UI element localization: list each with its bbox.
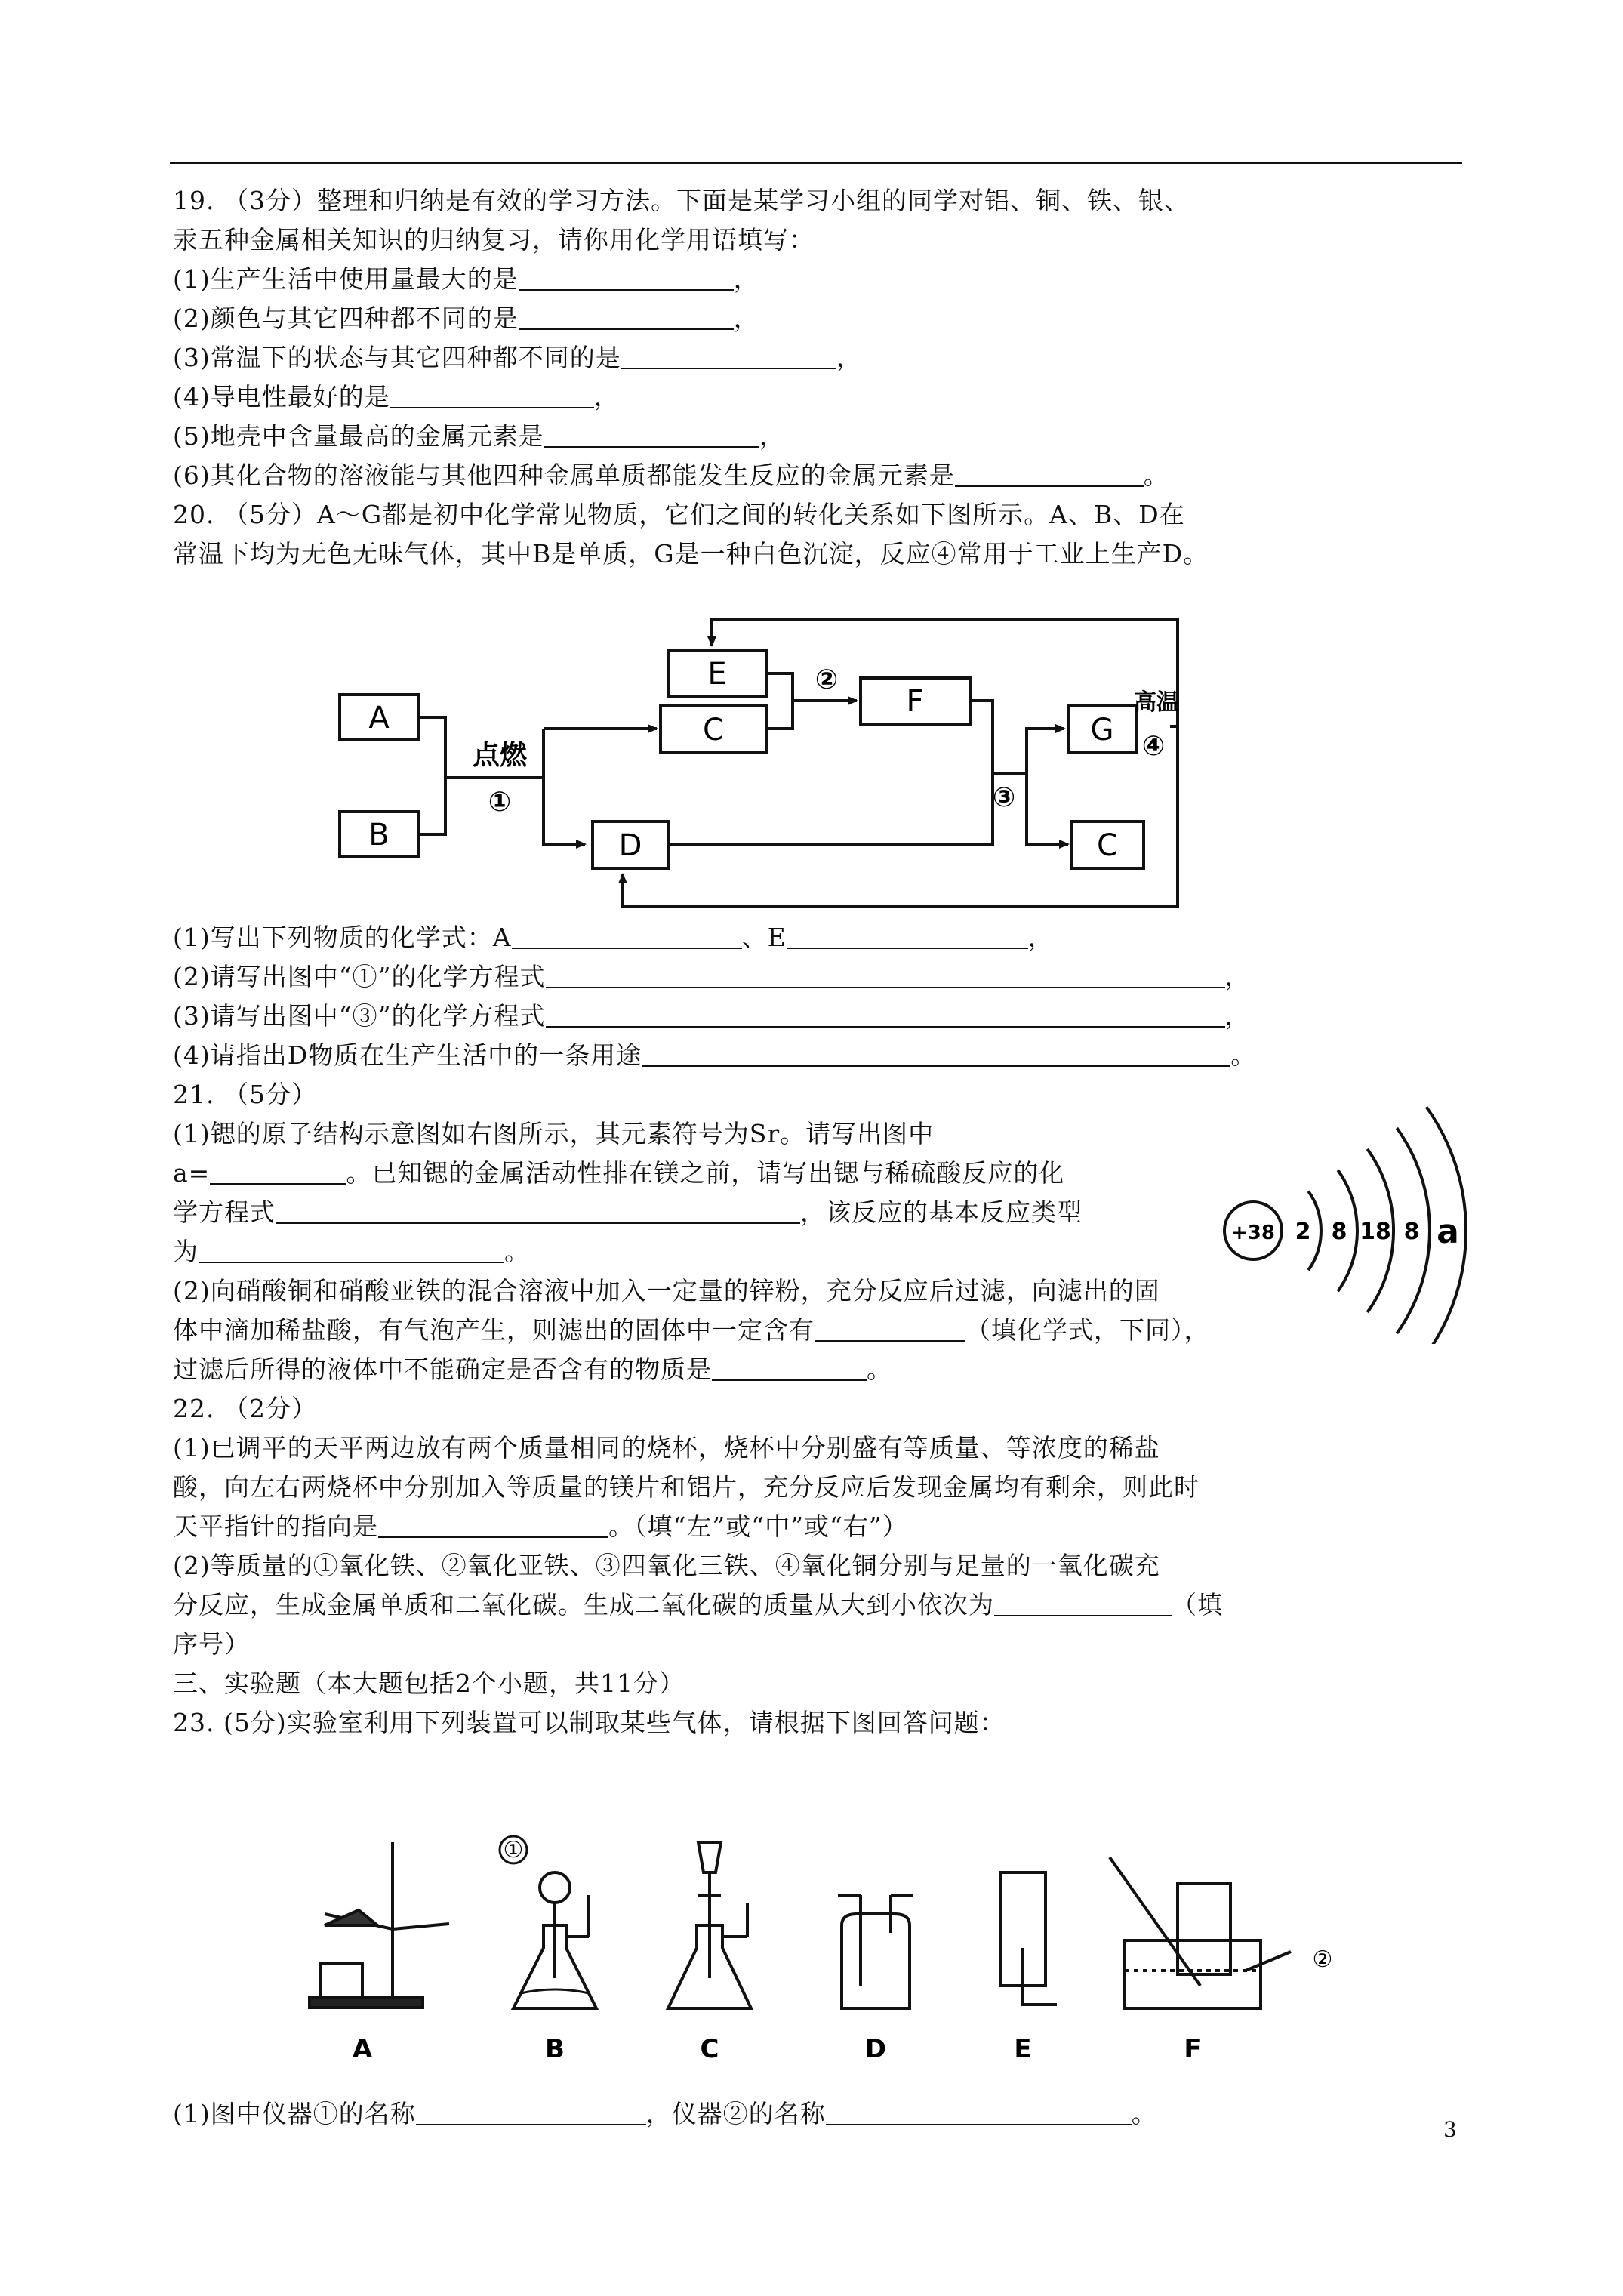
apparatus-a [310,1842,449,2008]
q22-line-5: 分反应，生成金属单质和二氧化碳。生成二氧化碳的质量从大到小依次为 （填 [173,1590,1223,1620]
q20-sub-2: (2)请写出图中“①”的化学方程式 ， [173,962,1251,991]
answer-blank-q23-2[interactable] [826,2101,1132,2125]
apparatus-b [513,1872,596,2008]
answer-blank-q19-4[interactable] [390,384,594,408]
answer-blank-q23-1[interactable] [416,2101,646,2125]
q20-sub-2-text: (2)请写出图中“①”的化学方程式 [173,962,546,991]
q20-sub-1-text: (1)写出下列物质的化学式：A [173,923,512,952]
answer-blank-q19-3[interactable] [621,345,836,369]
q20-stem-line-2 [173,539,1209,569]
diagram-connector-lines [419,619,1178,906]
answer-blank-q21-solid[interactable] [815,1318,965,1342]
q23-stem [173,1708,1006,1738]
electron-count-label: 18 [1360,1219,1391,1245]
q19-item-4: (4)导电性最好的是 ， [173,382,620,411]
q22-line-1-text: (1)已调平的天平两边放有两个质量相同的烧杯，烧杯中分别盛有等质量、等浓度的稀盐 [173,1433,1160,1462]
q19-item-4-text: (4)导电性最好的是 [173,382,390,411]
node-d-label: D [618,828,642,863]
apparatus-label-a: A [352,2034,373,2064]
answer-blank-q20-2[interactable] [546,964,1225,988]
apparatus-label-c: C [700,2034,719,2064]
q20-sub-1: (1)写出下列物质的化学式：A 、E ， [173,923,1054,952]
apparatus-e [1000,1872,1057,2005]
answer-blank-q21-a[interactable] [210,1160,346,1185]
q21-line-6-text: （填化学式，下同）， [965,1315,1210,1345]
q19-stem-text-1: 19. （3分）整理和归纳是有效的学习方法。下面是某学习小组的同学对铝、铜、铁、银、 [173,186,1190,215]
diagram-nodes [340,651,1144,868]
q21-line-6: 体中滴加稀盐酸，有气泡产生，则滤出的固体中一定含有 （填化学式，下同）， [173,1315,1210,1345]
q20-transformation-diagram [302,604,1223,936]
q19-item-2: (2)颜色与其它四种都不同的是 ， [173,304,759,333]
q22-line-3: 天平指针的指向是 。（填“左”或“中”或“右”） [173,1512,908,1541]
q21-head-text: 21. （5分） [173,1080,317,1109]
q21-line-2-text: 。已知锶的金属活动性排在镁之前，请写出锶与稀硫酸反应的化 [346,1158,1065,1188]
q22-line-4-text: (2)等质量的①氧化铁、②氧化亚铁、③四氧化三铁、④氧化铜分别与足量的一氧化碳充 [173,1551,1160,1580]
q19-item-6-text: (6)其化合物的溶液能与其他四种金属单质都能发生反应的金属元素是 [173,461,955,490]
node-c-top-label: C [703,713,724,747]
strontium-atom-diagram [1193,1095,1495,1344]
q20-sub-4: (4)请指出D物质在生产生活中的一条用途 。 [173,1040,1257,1070]
apparatus-d [838,1895,913,2008]
q19-item-5: (5)地壳中含量最高的金属元素是 ， [173,421,785,451]
node-e-label: E [707,657,727,692]
mark-instrument-1: ① [503,1837,524,1863]
nucleus-charge: +38 [1231,1222,1275,1244]
apparatus-label-e: E [1014,2034,1032,2064]
q21-head [173,1080,317,1110]
answer-blank-q20-3[interactable] [546,1003,1225,1028]
apparatus-label-d: D [864,2034,887,2064]
section-3-heading [173,1669,685,1699]
electron-count-label: 8 [1331,1219,1347,1245]
q21-line-2: a= 。已知锶的金属活动性排在镁之前，请写出锶与稀硫酸反应的化 [173,1158,1065,1188]
answer-blank-q21-type[interactable] [199,1239,504,1263]
label-high-temp: 高温 [1134,689,1179,716]
q22-line-3-text: 。（填“左”或“中”或“右”） [608,1512,908,1541]
answer-blank-q21-equation[interactable] [276,1200,800,1224]
q22-line-2-text: 酸，向左右两烧杯中分别加入等质量的镁片和铝片，充分反应后发现金属均有剩余，则此时 [173,1472,1200,1502]
electron-count-label: a [1437,1213,1459,1251]
q22-line-6-text: 序号） [173,1629,250,1659]
node-a-label: A [368,701,390,735]
node-f-label: F [906,684,924,719]
apparatus-label-f: F [1184,2034,1202,2064]
label-reaction-3: ③ [992,782,1016,813]
answer-blank-q19-6[interactable] [955,463,1144,487]
apparatus-label-b: B [545,2034,565,2064]
q19-item-6: (6)其化合物的溶液能与其他四种金属单质都能发生反应的金属元素是 。 [173,461,1169,490]
node-b-label: B [368,818,390,852]
answer-blank-q20-4[interactable] [642,1043,1230,1067]
answer-blank-q19-1[interactable] [519,267,734,291]
apparatus-c [668,1842,751,2008]
label-ignite: 点燃 [472,740,528,771]
q20-sub-3: (3)请写出图中“③”的化学方程式 ， [173,1001,1251,1031]
q23-sub-1-text: (1)图中仪器①的名称 [173,2099,416,2128]
q23-apparatus-figure [287,1812,1359,2073]
q19-item-3: (3)常温下的状态与其它四种都不同的是 ， [173,343,862,372]
q19-item-1-text: (1)生产生活中使用量最大的是 [173,264,519,294]
q20-stem-text-2: 常温下均为无色无味气体，其中B是单质，G是一种白色沉淀，反应④常用于工业上生产D。 [173,539,1209,569]
q19-item-3-text: (3)常温下的状态与其它四种都不同的是 [173,343,621,372]
mark-instrument-2: ② [1312,1946,1333,1973]
answer-blank-q19-2[interactable] [519,306,734,330]
q21-line-4: 为 。 [173,1237,530,1266]
electron-count-label: 8 [1403,1219,1420,1245]
q23-sub-1: (1)图中仪器①的名称 ，仪器②的名称 。 [173,2099,1157,2128]
q21-line-7: 过滤后所得的液体中不能确定是否含有的物质是 。 [173,1354,892,1384]
q19-stem-line-2 [173,225,815,255]
label-reaction-4: ④ [1141,731,1166,762]
section-3-title: 三、实验题（本大题包括2个小题，共11分） [173,1669,685,1698]
answer-blank-q22-pointer[interactable] [378,1514,608,1538]
apparatus-labels [353,2034,1202,2064]
q19-item-1: (1)生产生活中使用量最大的是 ， [173,264,759,294]
q19-stem-line-1 [173,186,1190,216]
page-top-rule [170,162,1462,164]
q22-head-text: 22. （2分） [173,1394,317,1423]
q21-line-1-text: (1)锶的原子结构示意图如右图所示，其元素符号为Sr。请写出图中 [173,1119,935,1148]
q22-line-4 [173,1551,1160,1581]
answer-blank-q19-5[interactable] [544,424,759,448]
label-reaction-2: ② [815,664,839,695]
q23-stem-text: 23. (5分)实验室利用下列装置可以制取某些气体，请根据下图回答问题： [173,1708,1006,1737]
q22-head [173,1394,317,1424]
q20-sub-4-text: (4)请指出D物质在生产生活中的一条用途 [173,1040,642,1070]
electron-count-label: 2 [1295,1219,1311,1245]
q21-line-3-text: ，该反应的基本反应类型 [800,1197,1083,1227]
q19-item-5-text: (5)地壳中含量最高的金属元素是 [173,421,544,451]
answer-blank-q21-liquid[interactable] [712,1357,867,1381]
node-c-bottom-label: C [1097,828,1118,863]
apparatus-marks [500,1836,1332,1973]
answer-blank-q22-order[interactable] [994,1592,1172,1616]
q21-line-3: 学方程式 ，该反应的基本反应类型 [173,1197,1083,1227]
apparatus-f [1110,1857,1291,2008]
q21-line-5-text: (2)向硝酸铜和硝酸亚铁的混合溶液中加入一定量的锌粉，充分反应后过滤，向滤出的固 [173,1276,1160,1305]
q20-stem-line-1 [173,500,1185,530]
q20-sub-3-text: (3)请写出图中“③”的化学方程式 [173,1001,546,1031]
label-reaction-1: ① [488,787,512,818]
q19-stem-text-2: 汞五种金属相关知识的归纳复习，请你用化学用语填写： [173,225,815,254]
q22-line-6 [173,1629,250,1660]
q19-item-2-text: (2)颜色与其它四种都不同的是 [173,304,519,333]
q22-line-1 [173,1433,1160,1463]
q22-line-2 [173,1472,1200,1502]
q20-stem-text-1: 20. （5分）A～G都是初中化学常见物质，它们之间的转化关系如下图所示。A、B、D在 [173,500,1185,529]
node-g-label: G [1090,713,1114,747]
page-number: 3 [1443,2117,1457,2142]
q21-line-5 [173,1276,1160,1306]
q21-line-1 [173,1119,934,1149]
